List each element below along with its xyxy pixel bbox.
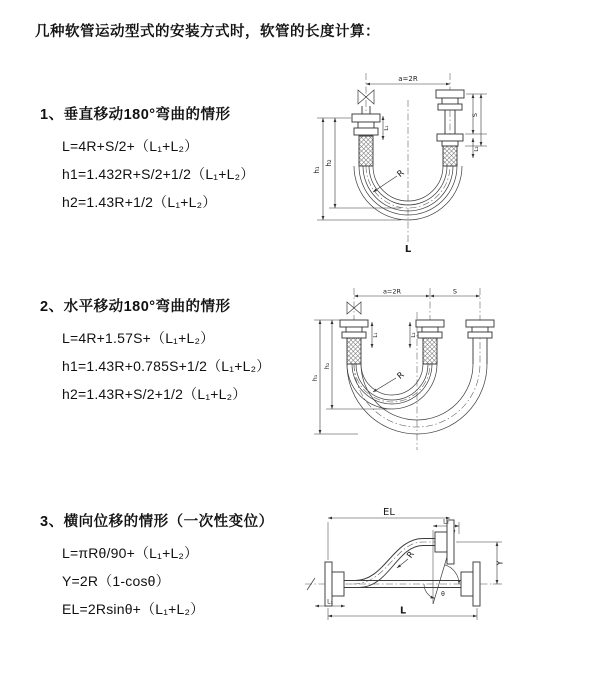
label-h2: h₂	[325, 159, 333, 167]
label-radius: R	[405, 549, 417, 561]
section-vertical-bend	[40, 103, 254, 216]
hose-braid	[443, 146, 457, 166]
label-h1: h₁	[311, 374, 319, 382]
label-l2: L₂	[411, 332, 417, 338]
label-radius: R	[395, 168, 407, 180]
diagram-vertical-180-bend	[303, 70, 590, 262]
diagram-lateral-displacement	[297, 504, 599, 648]
section-heading: 1、垂直移动180°弯曲的情形	[40, 107, 231, 123]
label-span: a=2R	[398, 75, 418, 83]
left-pipe-fitting	[340, 320, 368, 364]
label-l1: L₁	[384, 125, 390, 131]
formula-line: h1=1.43R+0.785S+1/2（L₁+L₂）	[62, 358, 271, 374]
diagram-vertical-180-bend-svg	[303, 70, 590, 262]
diagram-horizontal-180-bend-svg	[306, 286, 588, 463]
label-theta: θ	[441, 591, 445, 598]
diagram-horizontal-180-bend	[306, 286, 588, 463]
formula-line: Y=2R（1-cosθ）	[62, 573, 170, 589]
hose-braid	[423, 338, 437, 364]
label-h1: h₁	[313, 166, 321, 174]
formula-list	[62, 132, 254, 216]
formula-line: h2=1.43R+1/2（L₁+L₂）	[62, 194, 217, 210]
left-pipe-fitting	[352, 106, 380, 166]
label-length: L	[404, 244, 412, 255]
top-right-flange	[435, 520, 454, 564]
formula-list	[62, 324, 270, 408]
formula-line: L=πRθ/90+（L₁+L₂）	[62, 545, 199, 561]
formula-line: EL=2Rsinθ+（L₁+L₂）	[62, 601, 205, 617]
label-el: EL	[383, 507, 395, 518]
formula-line: L=4R+1.57S+（L₁+L₂）	[62, 330, 215, 346]
section-lateral-displacement	[40, 510, 274, 623]
label-radius: R	[395, 370, 407, 382]
label-h2: h₂	[323, 362, 331, 370]
hose-braid	[359, 136, 373, 166]
label-s: S	[471, 112, 479, 118]
formula-list	[62, 539, 274, 623]
label-l2: L₂	[474, 146, 480, 152]
label-l2: L₂	[443, 518, 449, 526]
page-title: 几种软管运动型式的安装方式时，软管的长度计算：	[35, 24, 380, 40]
section-horizontal-bend	[40, 295, 270, 408]
hose-braid	[347, 338, 361, 364]
diagram-lateral-displacement-svg	[297, 504, 599, 648]
formula-line: L=4R+S/2+（L₁+L₂）	[62, 138, 199, 154]
formula-line: h2=1.43R+S/2+1/2（L₁+L₂）	[62, 386, 247, 402]
label-length: L	[399, 605, 407, 617]
middle-pipe-fitting	[416, 320, 444, 364]
bottom-right-flange	[461, 562, 480, 606]
label-offset: S	[452, 287, 458, 296]
label-l1: L₁	[373, 332, 379, 338]
section-heading: 2、水平移动180°弯曲的情形	[40, 299, 231, 315]
label-span: a=2R	[382, 287, 402, 296]
dimension-lines	[314, 296, 480, 434]
formula-line: h1=1.432R+S/2+1/2（L₁+L₂）	[62, 166, 255, 182]
section-heading: 3、横向位移的情形（一次性变位）	[40, 514, 274, 530]
label-y: Y	[495, 560, 505, 566]
label-l1: L₁	[327, 598, 333, 606]
